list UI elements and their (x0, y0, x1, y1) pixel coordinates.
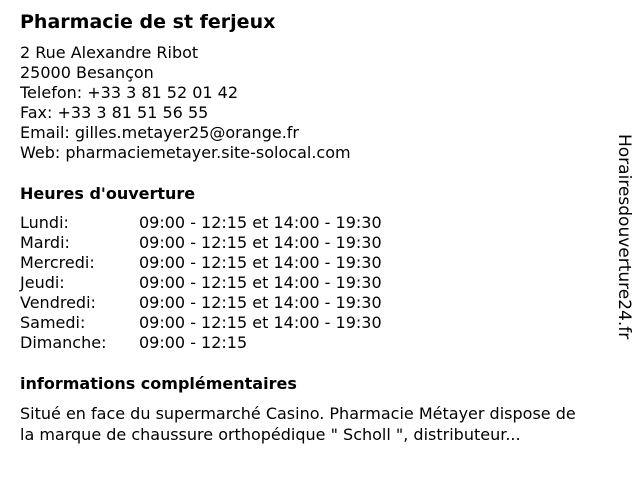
contact-block (20, 43, 351, 163)
hours-row-wednesday (20, 253, 440, 273)
day-label: Mercredi: (20, 253, 95, 272)
description-line: la marque de chaussure orthopédique " Scholl ", distributeur... (20, 425, 521, 444)
hours-row-saturday (20, 313, 440, 333)
day-hours: 09:00 - 12:15 et 14:00 - 19:30 (139, 273, 382, 292)
day-hours: 09:00 - 12:15 et 14:00 - 19:30 (139, 313, 382, 332)
address-city: 25000 Besançon (20, 63, 154, 82)
fax-number: Fax: +33 3 81 51 56 55 (20, 103, 209, 122)
watermark-text: Horairesdouverture24.fr (614, 134, 634, 340)
address-street: 2 Rue Alexandre Ribot (20, 43, 199, 62)
day-label: Mardi: (20, 233, 70, 252)
day-hours: 09:00 - 12:15 et 14:00 - 19:30 (139, 293, 382, 312)
hours-row-sunday (20, 333, 440, 353)
hours-row-friday (20, 293, 440, 313)
page-title: Pharmacie de st ferjeux (20, 11, 276, 33)
opening-hours-heading: Heures d'ouverture (20, 184, 196, 203)
day-hours: 09:00 - 12:15 et 14:00 - 19:30 (139, 213, 382, 232)
day-hours: 09:00 - 12:15 et 14:00 - 19:30 (139, 233, 382, 252)
description-line: Situé en face du supermarché Casino. Pharmacie Métayer dispose de (20, 404, 576, 423)
additional-info-text (20, 403, 630, 445)
day-label: Lundi: (20, 213, 69, 232)
day-hours: 09:00 - 12:15 et 14:00 - 19:30 (139, 253, 382, 272)
opening-hours-table (20, 213, 440, 353)
website-address: Web: pharmaciemetayer.site-solocal.com (20, 143, 351, 162)
day-label: Vendredi: (20, 293, 96, 312)
day-label: Samedi: (20, 313, 86, 332)
day-label: Jeudi: (20, 273, 65, 292)
additional-info-heading: informations complémentaires (20, 374, 297, 393)
email-address: Email: gilles.metayer25@orange.fr (20, 123, 299, 142)
day-hours: 09:00 - 12:15 (139, 333, 248, 352)
hours-row-tuesday (20, 233, 440, 253)
phone-number: Telefon: +33 3 81 52 01 42 (20, 83, 239, 102)
day-label: Dimanche: (20, 333, 107, 352)
hours-row-monday (20, 213, 440, 233)
site-watermark (612, 134, 636, 344)
hours-row-thursday (20, 273, 440, 293)
